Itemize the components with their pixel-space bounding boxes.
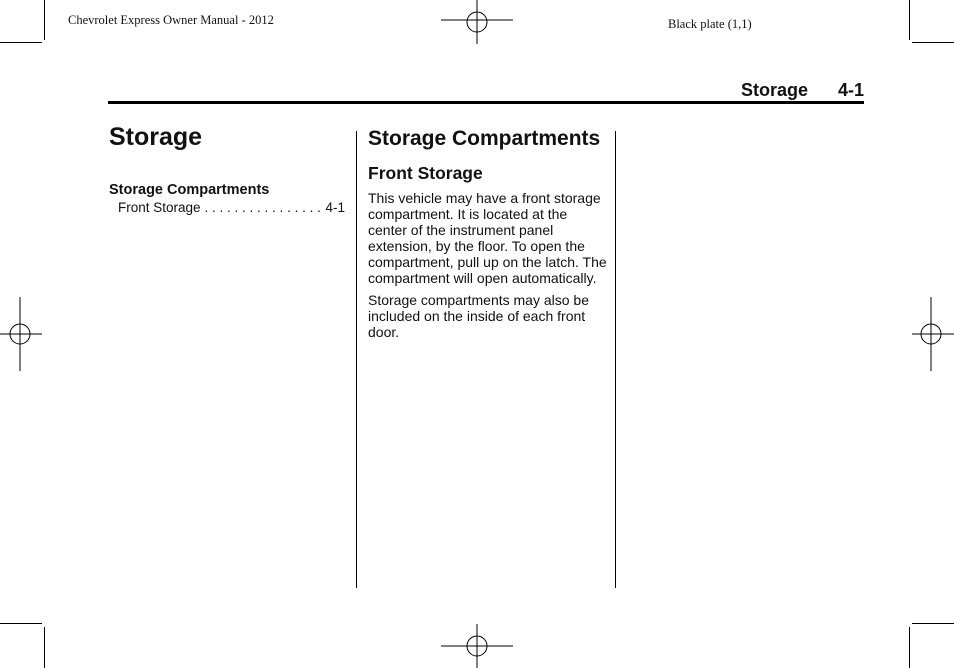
toc-entry-label: Front Storage (118, 200, 201, 215)
running-head-page-number: 4-1 (837, 80, 864, 100)
toc-entry-page: 4-1 (325, 200, 345, 215)
crop-mark-top-left-h (0, 42, 42, 43)
crop-mark-bottom-left-v (44, 627, 45, 668)
crop-mark-top-right-v (909, 0, 910, 40)
registration-mark-top-icon (441, 0, 513, 44)
crop-mark-bottom-left-h (0, 623, 42, 624)
running-head-section: Storage (740, 80, 808, 100)
chapter-title: Storage (109, 123, 203, 151)
crop-mark-bottom-right-v (909, 627, 910, 668)
section-title: Storage Compartments (368, 127, 601, 150)
slug-plate-info: Black plate (1,1) (668, 17, 752, 31)
toc-entry[interactable] (109, 199, 345, 216)
body-paragraph: Storage compartments may also be included on the inside of each front door. (368, 292, 589, 340)
crop-mark-bottom-right-h (912, 623, 954, 624)
registration-mark-left-icon (0, 297, 42, 371)
registration-mark-right-icon (912, 297, 954, 371)
column-divider-left (356, 131, 357, 588)
crop-mark-top-left-v (44, 0, 45, 40)
toc-section-heading: Storage Compartments (109, 182, 270, 198)
main-content (368, 126, 608, 346)
header-rule (108, 101, 864, 104)
toc-dot-leader (205, 199, 322, 216)
subsection-title: Front Storage (368, 163, 483, 183)
crop-mark-top-right-h (912, 42, 954, 43)
running-head (741, 80, 864, 101)
table-of-contents (109, 182, 345, 216)
column-divider-right (615, 131, 616, 588)
body-paragraph: This vehicle may have a front storage compartment. It is located at the center of the instrument panel extension, by the floor. To open the compartment, pull up on the latch. The compartment will open automatically. (368, 190, 607, 286)
slug-document-title: Chevrolet Express Owner Manual - 2012 (68, 13, 274, 27)
registration-mark-bottom-icon (441, 624, 513, 668)
